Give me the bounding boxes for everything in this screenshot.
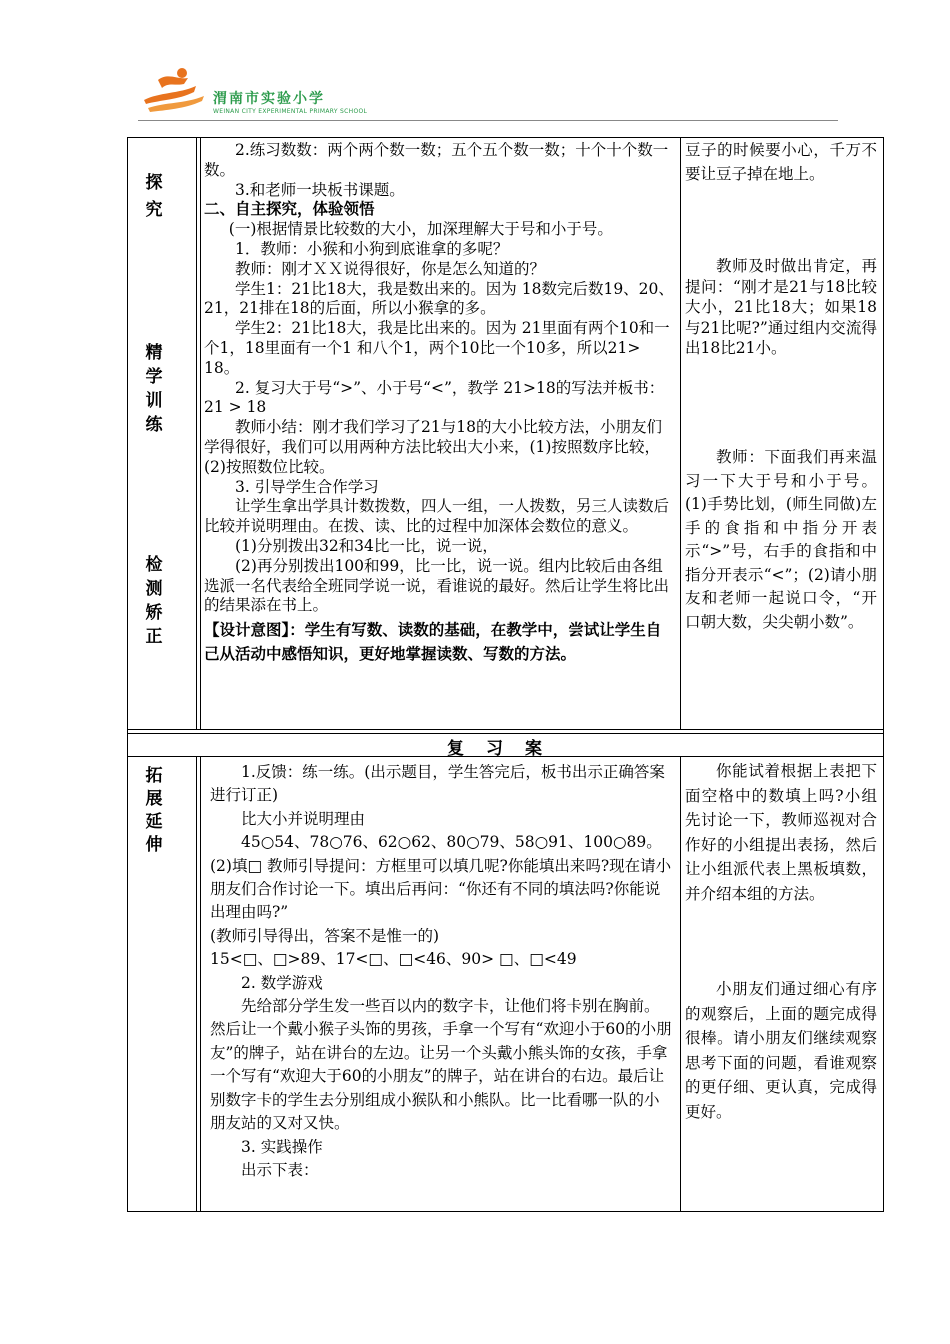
content-line: (1)分别拨出32和34比一比，说一说，: [235, 536, 498, 555]
design-intent: [204, 618, 676, 666]
column-divider: [200, 137, 201, 730]
note-paragraph: 教师及时做出肯定，再提问：“刚才是21与18比较大小，21比18大；如果18与21比呢?”通过组内交流得出18比21小。: [685, 257, 877, 357]
stage-label-check: 检 测 矫 正: [145, 555, 163, 647]
content-line: 2. 复习大于号“>”、小于号“<”，教学 21>18的写法并板书： 21 > 18: [204, 378, 665, 417]
column-divider: [196, 757, 197, 1212]
content-line: 教师：刚才ＸＸ说得很好，你是怎么知道的？: [235, 259, 546, 278]
content-line: 出示下表：: [241, 1160, 319, 1179]
content-line: (教师引导得出，答案不是惟一的): [210, 926, 440, 945]
content-line: 学生1：21比18大，我是数出来的。因为 18数完后数19、20、21，21排在18的后面，所以小猴拿的多。: [204, 279, 674, 318]
column-divider: [680, 137, 681, 730]
column-divider: [196, 137, 197, 730]
teacher-notes: [685, 759, 877, 906]
school-name: 渭南市实验小学: [213, 91, 325, 107]
content-line: 3. 实践操作: [241, 1137, 323, 1156]
stage-label-extend: 拓 展 延 伸: [145, 766, 163, 855]
content-line: (2)再分别拨出100和99，比一比，说一说。组内比较后由各组选派一名代表给全班同学说一说，看谁说的最好。然后让学生将比出的结果添在书上。: [204, 556, 670, 615]
content-line: 3. 引导学生合作学习: [235, 477, 379, 496]
teacher-notes: [685, 139, 877, 186]
extension-content: [210, 761, 672, 1182]
stage-label-explore: 探 究: [145, 173, 163, 220]
note-paragraph: 豆子的时候要小心，千万不要让豆子掉在地上。: [685, 141, 877, 183]
school-name-english: WEINAN CITY EXPERIMENTAL PRIMARY SCHOOL: [213, 108, 368, 115]
stage-label-practice: 精 学 训 练: [145, 343, 163, 435]
column-divider: [200, 757, 201, 1212]
content-line: 学生2：21比18大，我是比出来的。因为 21里面有两个10和一个1，18里面有一个1 和八个1，两个10比一个10多，所以21> 18。: [204, 319, 670, 377]
note-paragraph: 小朋友们通过细心有序的观察后，上面的题完成得很棒。请小朋友们继续观察思考下面的问题，看谁观察的更仔细、更认真，完成得更好。: [685, 980, 877, 1121]
content-line: (一)根据情景比较数的大小，加深理解大于号和小于号。: [228, 220, 613, 239]
table-border-top: [127, 137, 884, 138]
lesson-content-main: [204, 141, 676, 666]
school-logo-icon: [138, 66, 212, 114]
design-intent-text: ：学生有写数、读数的基础，在教学中，尝试让学生自己从活动中感悟知识，更好地掌握读数、写数的方法。: [204, 621, 662, 664]
content-heading: 二、自主探究，体验领悟: [204, 200, 375, 219]
content-line: 教师小结：刚才我们学习了21与18的大小比较方法，小朋友们学得很好，我们可以用两种方法比较出大小来，(1)按照数序比较，(2)按照数位比较。: [204, 418, 662, 476]
content-line: 1.反馈：练一练。(出示题目，学生答完后，板书出示正确答案进行订正): [210, 763, 665, 805]
content-line: 比大小并说明理由: [241, 809, 366, 828]
column-divider: [680, 757, 681, 1212]
content-line: 先给部分学生发一些百以内的数字卡，让他们将卡别在胸前。然后让一个戴小猴子头饰的男孩，手拿一个写有“欢迎小于60的小朋友”的牌子，站在讲台的左边。让另一个头戴小熊头饰的女孩，手拿一个写有“欢迎大于60的小朋友”的牌子，站在讲台的右边。最后让别数字卡的学生去分别组成小猴队和小熊队。比一比看哪一队的小朋友站的又对又快。: [210, 997, 672, 1133]
content-line: 3.和老师一块板书课题。: [235, 180, 405, 199]
content-line: 15<□、□>89、17<□、□<46、90> □、□<49: [210, 950, 577, 969]
content-line: 45○54、78○76、62○62、80○79、58○91、100○89。(2)填□ 教师引导提问：方框里可以填几呢?你能填出来吗?现在请小朋友们合作讨论一下。填出后再问：“你还有不同的填法吗?你能说出理由吗?”: [210, 833, 672, 922]
content-line: 1．教师：小猴和小狗到底谁拿的多呢？: [235, 239, 509, 258]
content-line: 2.练习数数：两个两个数一数；五个五个数一数；十个十个数一数。: [204, 141, 669, 179]
table-border-right: [883, 137, 884, 1212]
lesson-plan-table: [127, 137, 884, 1212]
table-border-bottom: [127, 1211, 884, 1212]
teacher-notes: [685, 446, 877, 634]
note-paragraph: 你能试着根据上表把下面空格中的数填上吗?小组先讨论一下，教师巡视对合作好的小组提出表扬，然后让小组派代表上黑板填数，并介绍本组的方法。: [685, 762, 877, 903]
teacher-notes: [685, 977, 877, 1124]
note-paragraph: 教师：下面我们再来温习一下大于号和小于号。(1)手势比划，(师生同做)左手的食指和中指分开表示“>”号，右手的食指和中指分开表示“<”；(2)请小朋友和老师一起说口令，“开口朝大数，尖尖朝小数”。: [685, 448, 877, 631]
section-title: 复习案: [447, 739, 564, 759]
content-line: 2. 数学游戏: [241, 973, 323, 992]
teacher-notes: [685, 256, 877, 359]
design-intent-label: 【设计意图】: [204, 621, 290, 640]
header-divider: [138, 120, 838, 121]
table-border-left: [127, 137, 128, 1212]
page-header: [0, 0, 950, 130]
content-line: 让学生拿出学具计数拨数，四人一组，一人拨数，另三人读数后比较并说明理由。在拨、读、比的过程中加深体会数位的意义。: [204, 497, 670, 536]
